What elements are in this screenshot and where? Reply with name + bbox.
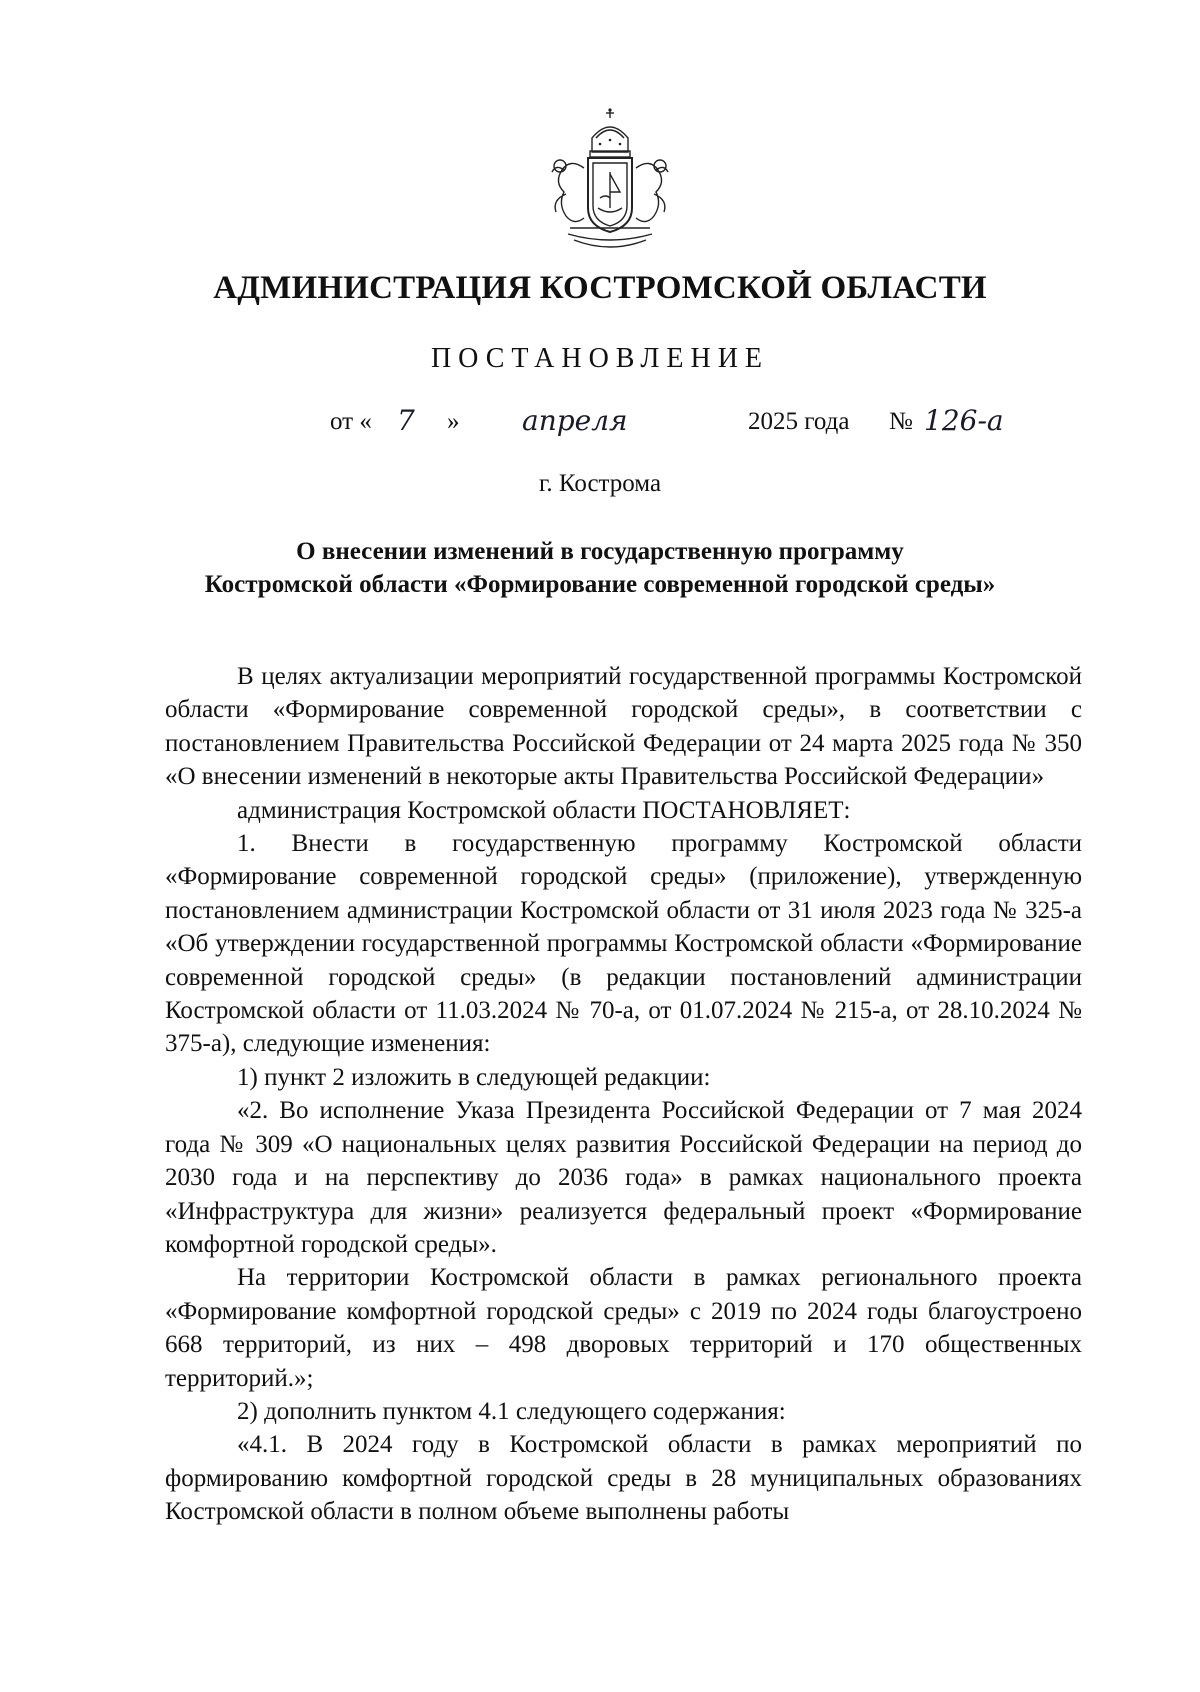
title-line-1: О внесении изменений в государственную программу (296, 538, 904, 565)
organization-name: АДМИНИСТРАЦИЯ КОСТРОМСКОЙ ОБЛАСТИ (213, 270, 987, 306)
title-line-2: Костромской области «Формирование современной городской среды» (204, 571, 996, 598)
body-paragraph: «2. Во исполнение Указа Президента Российской Федерации от 7 мая 2024 года № 309 «О национальных целях развития Российской Федерации на период до 2030 года и на перспективу до 2036 года» в рамках национального проекта «Инфраструктура для жизни» реализуется федеральный проект «Формирование комфортной городской среды». (165, 1097, 1082, 1258)
date-day-handwritten: 7 (397, 404, 415, 437)
coat-of-arms-emblem (540, 108, 680, 258)
city: г. Кострома (538, 470, 662, 497)
body-paragraph: На территории Костромской области в рамках регионального проекта «Формирование комфортной городской среды» с 2019 по 2024 годы благоустроено 668 территорий, из них – 498 дворовых территорий и 170 общественных территорий.»; (165, 1264, 1082, 1392)
date-month-handwritten: апреля (522, 404, 628, 437)
body-paragraph: 2) дополнить пунктом 4.1 следующего содержания: (237, 1397, 786, 1425)
number-label: № (889, 408, 913, 435)
date-line (0, 404, 1200, 448)
date-close-quote: » (447, 408, 460, 435)
document-type: ПОСТАНОВЛЕНИЕ (430, 343, 770, 374)
body-paragraph: В целях актуализации мероприятий государственной программы Костромской области «Формирование современной городской среды», в соответствии с постановлением Правительства Российской Федерации от 24 марта 2025 года № 350 «О внесении изменений в некоторые акты Правительства Российской Федерации» (165, 663, 1082, 791)
body-paragraph: 1) пункт 2 изложить в следующей редакции: (237, 1063, 711, 1091)
body-paragraph: «4.1. В 2024 году в Костромской области в рамках мероприятий по формированию комфортной городской среды в 28 муниципальных образованиях Костромской области в полном объеме выполнены работы (165, 1431, 1082, 1526)
body-paragraph: 1. Внести в государственную программу Костромской области «Формирование современной городской среды» (приложение), утвержденную постановлением администрации Костромской области от 31 июля 2023 года № 325-а «Об утверждении государственной программы Костромской области «Формирование современной городской среды» (в редакции постановлений администрации Костромской области от 11.03.2024 № 70-а, от 01.07.2024 № 215-а, от 28.10.2024 № 375-а), следующие изменения: (165, 830, 1082, 1058)
document-title (120, 535, 1080, 601)
date-year: 2025 года (748, 408, 850, 435)
document-body (165, 660, 1082, 1529)
date-prefix: от « (330, 408, 372, 435)
body-paragraph: администрация Костромской области ПОСТАНОВЛЯЕТ: (237, 796, 851, 824)
document-number-handwritten: 126-а (924, 404, 1004, 437)
